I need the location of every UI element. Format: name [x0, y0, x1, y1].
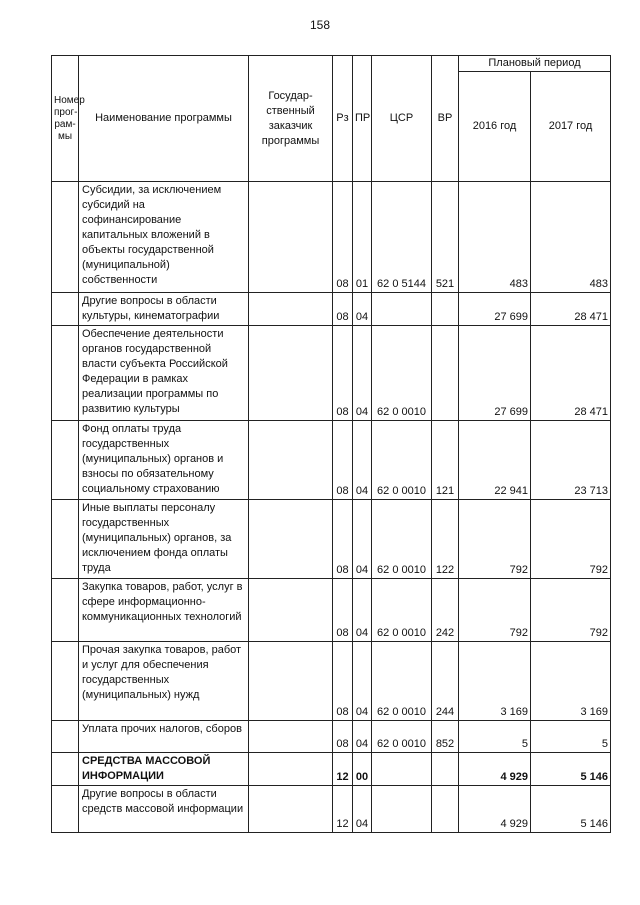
header-program-name: Наименование программы: [79, 56, 249, 182]
vr-cell: 122: [432, 500, 459, 579]
table-row: [52, 579, 611, 642]
csr-cell: [372, 753, 432, 786]
table-row: [52, 642, 611, 721]
year-2016-cell: 27 699: [459, 326, 531, 421]
rz-cell: 08: [333, 421, 353, 500]
rz-cell: 08: [333, 293, 353, 326]
vr-cell: 244: [432, 642, 459, 721]
year-2017-cell: 28 471: [531, 293, 611, 326]
year-2017-cell: 5 146: [531, 753, 611, 786]
pr-cell: 04: [353, 721, 372, 753]
program-number-cell: [52, 326, 79, 421]
customer-cell: [249, 293, 333, 326]
year-2016-cell: 4 929: [459, 786, 531, 833]
header-year-2016: 2016 год: [459, 72, 531, 182]
vr-cell: [432, 753, 459, 786]
header-rz: Рз: [333, 56, 353, 182]
vr-cell: 242: [432, 579, 459, 642]
table-row: [52, 293, 611, 326]
year-2017-cell: 483: [531, 182, 611, 293]
program-name-cell: Фонд оплаты труда государственных (муниципальных) органов и взносы по обязательному социальному страхованию: [79, 421, 249, 500]
year-2016-cell: 792: [459, 579, 531, 642]
csr-cell: 62 0 0010: [372, 326, 432, 421]
csr-cell: 62 0 0010: [372, 721, 432, 753]
year-2017-cell: 792: [531, 579, 611, 642]
rz-cell: 08: [333, 182, 353, 293]
pr-cell: 01: [353, 182, 372, 293]
year-2017-cell: 28 471: [531, 326, 611, 421]
customer-cell: [249, 642, 333, 721]
budget-table: [51, 55, 611, 833]
customer-cell: [249, 421, 333, 500]
table-row: [52, 182, 611, 293]
year-2016-cell: 792: [459, 500, 531, 579]
year-2017-cell: 23 713: [531, 421, 611, 500]
program-number-cell: [52, 642, 79, 721]
program-name-cell: Иные выплаты персоналу государственных (муниципальных) органов, за исключением фонда оплаты труда: [79, 500, 249, 579]
header-vr: ВР: [432, 56, 459, 182]
table-row: [52, 753, 611, 786]
table-body: [52, 182, 611, 833]
pr-cell: 04: [353, 579, 372, 642]
program-name-cell: Субсидии, за исключением субсидий на софинансирование капитальных вложений в объекты государственной (муниципальной) собственности: [79, 182, 249, 293]
customer-cell: [249, 182, 333, 293]
year-2016-cell: 5: [459, 721, 531, 753]
csr-cell: 62 0 0010: [372, 500, 432, 579]
pr-cell: 04: [353, 293, 372, 326]
rz-cell: 08: [333, 326, 353, 421]
csr-cell: [372, 786, 432, 833]
csr-cell: 62 0 0010: [372, 642, 432, 721]
vr-cell: 121: [432, 421, 459, 500]
header-row-top: [52, 56, 611, 72]
program-number-cell: [52, 182, 79, 293]
customer-cell: [249, 579, 333, 642]
program-name-cell: Прочая закупка товаров, работ и услуг для обеспечения государственных (муниципальных) нужд: [79, 642, 249, 721]
header-program-number: Номер прог- рам- мы: [52, 56, 79, 182]
customer-cell: [249, 326, 333, 421]
program-number-cell: [52, 721, 79, 753]
year-2017-cell: 5 146: [531, 786, 611, 833]
pr-cell: 04: [353, 642, 372, 721]
vr-cell: 852: [432, 721, 459, 753]
year-2017-cell: 5: [531, 721, 611, 753]
year-2016-cell: 483: [459, 182, 531, 293]
year-2016-cell: 4 929: [459, 753, 531, 786]
table-row: [52, 721, 611, 753]
rz-cell: 12: [333, 753, 353, 786]
page-number: 158: [309, 18, 331, 32]
csr-cell: 62 0 5144: [372, 182, 432, 293]
program-number-cell: [52, 293, 79, 326]
program-name-cell: Другие вопросы в области культуры, кинематографии: [79, 293, 249, 326]
pr-cell: 04: [353, 326, 372, 421]
customer-cell: [249, 500, 333, 579]
pr-cell: 00: [353, 753, 372, 786]
program-name-cell: Уплата прочих налогов, сборов: [79, 721, 249, 753]
vr-cell: [432, 293, 459, 326]
customer-cell: [249, 786, 333, 833]
table-row: [52, 786, 611, 833]
year-2017-cell: 792: [531, 500, 611, 579]
program-name-cell: Обеспечение деятельности органов государственной власти субъекта Российской Федерации в рамках реализации программы по развитию культуры: [79, 326, 249, 421]
pr-cell: 04: [353, 786, 372, 833]
vr-cell: 521: [432, 182, 459, 293]
program-name-cell: Другие вопросы в области средств массовой информации: [79, 786, 249, 833]
program-name-cell: СРЕДСТВА МАССОВОЙ ИНФОРМАЦИИ: [79, 753, 249, 786]
header-customer: Государ- ственный заказчик программы: [249, 56, 333, 182]
header-planned-period: Плановый период: [459, 56, 611, 72]
header-pr: ПР: [353, 56, 372, 182]
year-2016-cell: 27 699: [459, 293, 531, 326]
program-number-cell: [52, 421, 79, 500]
table-row: [52, 500, 611, 579]
customer-cell: [249, 753, 333, 786]
year-2016-cell: 22 941: [459, 421, 531, 500]
program-name-cell: Закупка товаров, работ, услуг в сфере информационно-коммуникационных технологий: [79, 579, 249, 642]
year-2017-cell: 3 169: [531, 642, 611, 721]
program-number-cell: [52, 579, 79, 642]
table-row: [52, 421, 611, 500]
rz-cell: 08: [333, 579, 353, 642]
header-year-2017: 2017 год: [531, 72, 611, 182]
csr-cell: 62 0 0010: [372, 579, 432, 642]
rz-cell: 08: [333, 642, 353, 721]
program-number-cell: [52, 753, 79, 786]
csr-cell: 62 0 0010: [372, 421, 432, 500]
pr-cell: 04: [353, 421, 372, 500]
rz-cell: 08: [333, 721, 353, 753]
customer-cell: [249, 721, 333, 753]
pr-cell: 04: [353, 500, 372, 579]
vr-cell: [432, 326, 459, 421]
rz-cell: 08: [333, 500, 353, 579]
csr-cell: [372, 293, 432, 326]
table-row: [52, 326, 611, 421]
header-csr: ЦСР: [372, 56, 432, 182]
program-number-cell: [52, 786, 79, 833]
vr-cell: [432, 786, 459, 833]
program-number-cell: [52, 500, 79, 579]
year-2016-cell: 3 169: [459, 642, 531, 721]
rz-cell: 12: [333, 786, 353, 833]
